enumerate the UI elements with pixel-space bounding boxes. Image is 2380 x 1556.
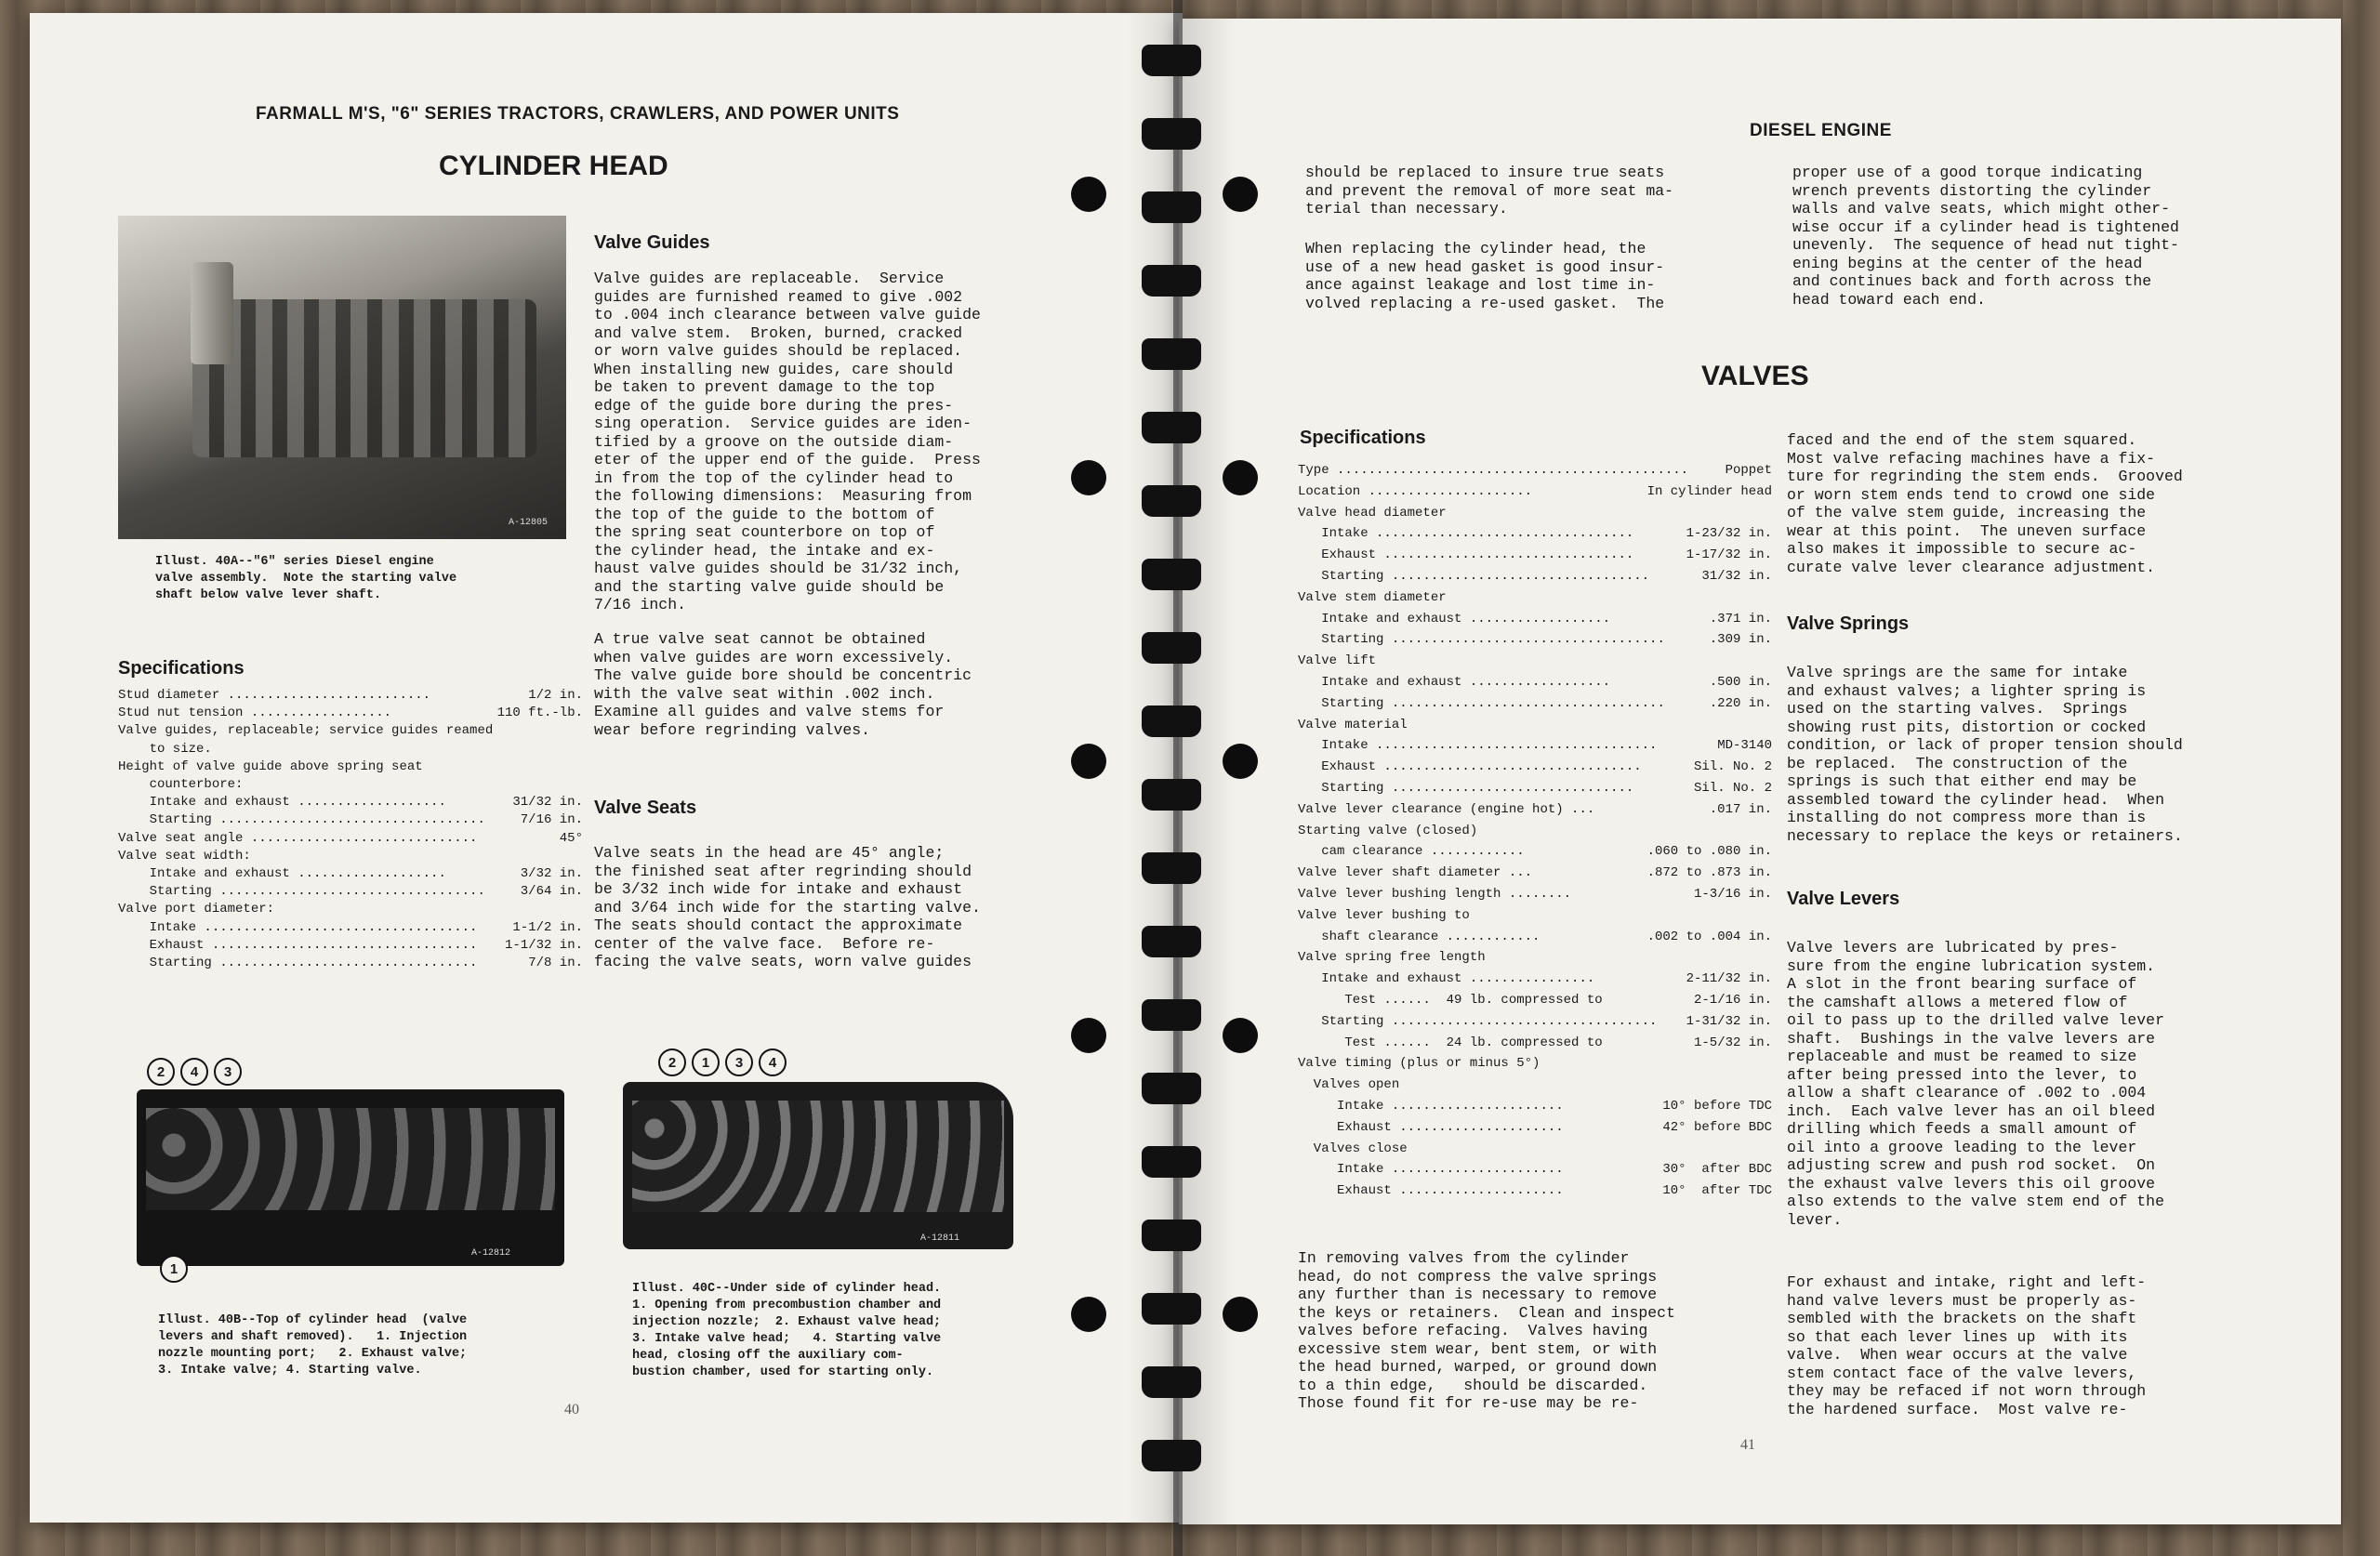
left-specs-table (118, 688, 583, 985)
right-page (1179, 19, 2341, 1524)
spec-label: Valve material (1298, 717, 1408, 732)
spec-row (1298, 887, 1571, 902)
spec-row (1298, 930, 1540, 944)
punch-hole (1071, 177, 1106, 212)
binding-coil (1142, 926, 1201, 957)
intake-pipe-shape (191, 262, 233, 364)
spec-row (1298, 971, 1594, 986)
spec-label: Valve lever bushing length ........ (1298, 887, 1572, 902)
spec-label: Starting .................................. (118, 884, 485, 900)
binding-coil (1142, 485, 1201, 517)
punch-hole (1223, 744, 1258, 779)
spec-label: Intake and exhaust ................... (118, 795, 446, 811)
spec-value: 3/32 in. (520, 866, 583, 881)
spec-value: 45° (559, 830, 583, 846)
spec-label: Exhaust ..................... (1298, 1119, 1564, 1135)
spec-label: Intake .................................... (1298, 738, 1658, 754)
spec-row (1298, 632, 1665, 647)
spec-row (1298, 696, 1665, 711)
illust-40b-code: A-12812 (471, 1248, 511, 1259)
spec-value: 10° before TDC (1662, 1099, 1772, 1114)
spec-label: Intake ................................... (118, 919, 478, 935)
callout-number: 1 (692, 1048, 720, 1076)
spec-row (1298, 865, 1532, 880)
spec-row (1298, 759, 1642, 774)
spec-label: Starting ................................... (1298, 632, 1665, 648)
cylinder-head-top-shape (146, 1108, 555, 1210)
spec-label: counterbore: (118, 777, 244, 792)
spec-label: Location ..................... (1298, 483, 1533, 499)
binding-coil (1142, 705, 1201, 737)
spec-label: Intake ...................... (1298, 1099, 1564, 1114)
spec-row (118, 795, 446, 810)
illust-40b-callouts (147, 1058, 242, 1086)
spec-label: Starting ............................... (1298, 781, 1634, 796)
illust-40c-caption: Illust. 40C--Under side of cylinder head. 1. Opening from precombustion chamber and injection nozzle; 2. Exhaust valve head; 3. Intake valve head; 4. Starting valve head, closing off the auxiliary com- bustion chamber, used for starting only. (632, 1282, 942, 1379)
spec-value: 110 ft.-lb. (496, 705, 583, 721)
spec-row (118, 705, 391, 720)
spec-label: Exhaust ................................ (1298, 547, 1634, 563)
spec-value: 1/2 in. (528, 688, 583, 703)
binding-coil (1142, 45, 1201, 76)
binding-coil (1142, 559, 1201, 590)
valve-springs-paragraph: Valve springs are the same for intake and exhaust valves; a lighter spring is used on the starting valves. Springs showing rust pits, distortion or cocked condition, or lack of proper tension should be replaced. The construction of the springs is such that either end may be assembled toward the cylinder head. When installing do not compress more than is necessary to replace the keys or retainers. (1787, 664, 2183, 845)
cylinder-head-underside-shape (632, 1101, 1004, 1212)
right-col1-top-paragraph-2: When replacing the cylinder head, the use of a new head gasket is good insur- ance against leakage and lost time in- volved replacing a re-used gasket. The (1305, 240, 1665, 312)
spec-value: Sil. No. 2 (1693, 759, 1772, 775)
valve-seats-paragraph: Valve seats in the head are 45° angle; the finished seat after regrinding should be 3/32 inch wide for intake and exhaust and 3/64 inch wide for the starting valve. The seats should contact the approximate center of the valve face. Before re- facing the valve seats, worn valve guides (594, 844, 981, 970)
spec-label: Valve seat angle ............................. (118, 830, 478, 846)
spec-label: Intake and exhaust .................. (1298, 611, 1611, 626)
spec-row (118, 742, 212, 757)
spec-row (118, 849, 251, 864)
spec-label: Starting valve (closed) (1298, 823, 1478, 838)
spec-row (1298, 950, 1486, 965)
spec-label: Valve spring free length (1298, 950, 1486, 966)
spec-row (1298, 506, 1447, 521)
spec-value: .371 in. (1709, 611, 1772, 626)
spec-label: Intake and exhaust ................ (1298, 971, 1595, 987)
spec-value: 2-11/32 in. (1686, 971, 1772, 987)
valve-guides-paragraph-1: Valve guides are replaceable. Service guides are furnished reamed to give .002 to .004 inch clearance between valve guide and valve stem. Broken, burned, cracked or worn valve guides should be replaced. When installing new guides, care should be taken to prevent damage to the top edge of the guide bore during the pres- sing operation. Service guides are iden- tified by a groove on the outside diam- eter of the upper end of the guide. Press in from the top of the cylinder head to the following dimensions: Measuring from the top of the guide to the bottom of the spring seat counterbore on top of the cylinder head, the intake and ex- haust valve guides should be 31/32 inch, and the starting valve guide should be 7/16 inch. (594, 270, 981, 613)
left-page-title: CYLINDER HEAD (439, 151, 668, 181)
binding-coil (1142, 632, 1201, 664)
binding-coil (1142, 779, 1201, 811)
illust-40a-photo (118, 216, 566, 539)
spec-value: .500 in. (1709, 675, 1772, 690)
spec-value: 10° after TDC (1662, 1183, 1772, 1199)
spec-row (1298, 463, 1688, 478)
illust-40a-caption: Illust. 40A--"6" series Diesel engine valve assembly. Note the starting valve shaft below valve lever shaft. (155, 555, 457, 602)
spec-label: Intake ................................. (1298, 526, 1634, 542)
spec-label: Valve stem diameter (1298, 589, 1447, 605)
left-running-head: FARMALL M'S, "6" SERIES TRACTORS, CRAWLERS, AND POWER UNITS (256, 104, 900, 124)
spec-row (1298, 802, 1594, 817)
valve-levers-paragraph-2: For exhaust and intake, right and left- hand valve levers must be properly as- sembled with the brackets on the shaft so that each lever lines up with its valve. When wear occurs at the valve stem contact face of the valve levers, they may be refaced if not worn through the hardened surface. Most valve re- (1787, 1273, 2147, 1418)
spec-value: Poppet (1725, 463, 1772, 478)
right-specs-heading: Specifications (1300, 428, 1426, 448)
left-page-number: 40 (564, 1402, 579, 1418)
right-col2-top-paragraph: proper use of a good torque indicating wrench prevents distorting the cylinder walls and valve seats, which might other- wise occur if a cylinder head is tightened unevenly. The sequence of head nut tight- ening begins at the center of the head and continues back and forth across the head toward each end. (1792, 164, 2179, 309)
spec-row (1298, 590, 1447, 605)
valve-springs-heading: Valve Springs (1787, 613, 1910, 634)
spec-row (118, 938, 477, 953)
spec-label: Valve head diameter (1298, 505, 1447, 521)
illust-40c-photo (623, 1082, 1013, 1249)
spec-label: Exhaust .................................. (118, 937, 478, 953)
spec-row (118, 866, 446, 881)
binding-coil (1142, 1146, 1201, 1178)
spec-row (1298, 484, 1532, 499)
valve-guides-paragraph-2: A true valve seat cannot be obtained when valve guides are worn excessively. The valve guide bore should be concentric with the valve seat within .002 inch. Examine all guides and valve stems for wear before regrinding valves. (594, 630, 972, 739)
spec-row (1298, 993, 1603, 1008)
spec-value: 1-17/32 in. (1686, 547, 1772, 563)
right-col1-top-paragraph: should be replaced to insure true seats and prevent the removal of more seat ma- terial than necessary. (1305, 164, 1674, 218)
binding-coil (1142, 118, 1201, 150)
spec-row (118, 777, 243, 792)
spec-label: Valve lift (1298, 653, 1377, 669)
punch-hole (1223, 1018, 1258, 1053)
callout-number: 2 (658, 1048, 686, 1076)
valve-assembly-shape (192, 299, 536, 457)
spec-value: 30° after BDC (1662, 1162, 1772, 1178)
illust-40c-code: A-12811 (920, 1233, 960, 1244)
spec-row (118, 902, 274, 916)
valve-levers-heading: Valve Levers (1787, 889, 1900, 909)
binding-coil (1142, 265, 1201, 297)
spec-value: 1-31/32 in. (1686, 1013, 1772, 1029)
spec-row (1298, 908, 1470, 923)
valve-seats-heading: Valve Seats (594, 798, 697, 818)
punch-hole (1223, 177, 1258, 212)
punch-hole (1223, 460, 1258, 495)
illust-40b-photo (137, 1089, 564, 1266)
spec-row (1298, 526, 1633, 541)
binding-coil (1142, 412, 1201, 443)
illust-40b-caption: Illust. 40B--Top of cylinder head (valve levers and shaft removed). 1. Injection nozzle mounting port; 2. Exhaust valve; 3. Intake valve; 4. Starting valve. (158, 1313, 468, 1378)
spec-label: Valve guides, replaceable; service guides reamed (118, 723, 494, 739)
punch-hole (1071, 460, 1106, 495)
spec-label: Test ...... 24 lb. compressed to (1298, 1035, 1603, 1050)
punch-hole (1223, 1297, 1258, 1332)
spec-label: Valves open (1298, 1077, 1400, 1093)
valves-title: VALVES (1701, 361, 1809, 391)
callout-number: 3 (214, 1058, 242, 1086)
spec-row (118, 956, 477, 970)
spec-label: cam clearance ............ (1298, 844, 1525, 860)
spec-label: Exhaust ..................... (1298, 1183, 1564, 1199)
spec-value: Sil. No. 2 (1693, 781, 1772, 796)
spec-row (118, 884, 485, 899)
spec-row (118, 920, 477, 935)
callout-number: 2 (147, 1058, 175, 1086)
spec-value: .017 in. (1709, 801, 1772, 817)
spec-row (1298, 824, 1477, 838)
spec-label: Starting ................................. (118, 956, 478, 970)
spec-row (1298, 781, 1633, 796)
binding-coil (1142, 999, 1201, 1031)
spec-label: Starting ................................... (1298, 695, 1665, 711)
spec-value: 7/8 in. (528, 956, 583, 970)
binding-coil (1142, 338, 1201, 370)
spec-label: Valve seat width: (118, 848, 251, 864)
spec-label: Intake and exhaust ................... (118, 866, 446, 881)
spec-label: Starting ................................. (1298, 569, 1650, 584)
spec-row (1298, 675, 1610, 690)
spec-row (1298, 1035, 1603, 1050)
valve-levers-paragraph-1: Valve levers are lubricated by pres- sure from the engine lubrication system. A slot in the front bearing surface of the camshaft allows a metered flow of oil to pass up to the drilled valve lever shaft. Bushings in the valve levers are replaceable and must be reamed to size after being pressed into the lever, to allow a shaft clearance of .002 to .004 inch. Each valve lever has an oil bleed drilling which feeds a small amount of oil into a groove leading to the lever adjusting screw and push rod socket. On the exhaust valve levers this oil groove also extends to the valve stem end of the lever. (1787, 939, 2164, 1229)
spec-value: .060 to .080 in. (1646, 844, 1772, 860)
spec-row (1298, 1120, 1564, 1135)
binding-coil (1142, 852, 1201, 884)
spec-row (1298, 844, 1525, 859)
spec-row (1298, 653, 1376, 668)
spec-label: Valve lever clearance (engine hot) ... (1298, 801, 1595, 817)
left-page (30, 13, 1183, 1523)
removing-valves-paragraph: In removing valves from the cylinder head, do not compress the valve springs any further than is necessary to remove the keys or retainers. Clean and inspect valves before refacing. Valves having excessive stem wear, bent stem, or with the head burned, warped, or ground down to a thin edge, should be discarded. Those found fit for re-use may be re- (1298, 1249, 1675, 1412)
spec-row (118, 812, 485, 827)
spec-label: shaft clearance ............ (1298, 929, 1540, 944)
binding-coil (1142, 1440, 1201, 1471)
spec-row (1298, 1162, 1564, 1177)
spec-row (118, 723, 493, 738)
spec-value: 31/32 in. (512, 795, 583, 811)
callout-number: 4 (759, 1048, 787, 1076)
spec-row (1298, 1014, 1657, 1029)
spec-label: Type ............................................. (1298, 463, 1689, 478)
spec-value: 2-1/16 in. (1693, 993, 1772, 1008)
binding-coil (1142, 191, 1201, 223)
spec-row (1298, 547, 1633, 562)
spec-value: 3/64 in. (520, 884, 583, 900)
valve-refacing-paragraph: faced and the end of the stem squared. Most valve refacing machines have a fix- ture for regrinding the stem ends. Grooved or worn stem ends tend to crowd one side of the valve stem guide, increasing the wear at this point. The uneven surface also makes it impossible to secure ac- curate valve lever clearance adjustment. (1787, 431, 2183, 576)
illust-40a-code: A-12805 (509, 518, 549, 528)
spec-row (118, 759, 423, 774)
spec-row (1298, 1077, 1399, 1092)
spec-row (1298, 738, 1657, 753)
spec-value: 7/16 in. (520, 812, 583, 828)
spec-label: Valve lever shaft diameter ... (1298, 865, 1533, 881)
spec-row (1298, 1099, 1564, 1114)
spec-label: Starting .................................. (1298, 1013, 1658, 1029)
spec-value: 1-5/32 in. (1693, 1035, 1772, 1050)
spec-row (1298, 1056, 1540, 1071)
punch-hole (1071, 744, 1106, 779)
spec-value: .220 in. (1709, 695, 1772, 711)
spec-row (118, 831, 477, 846)
spec-value: 1-23/32 in. (1686, 526, 1772, 542)
callout-number: 3 (725, 1048, 753, 1076)
spec-row (1298, 569, 1649, 584)
spec-label: Exhaust ................................. (1298, 759, 1642, 775)
spec-row (118, 688, 430, 703)
valve-guides-heading: Valve Guides (594, 232, 710, 253)
binding-coil (1142, 1220, 1201, 1251)
spec-label: Valve port diameter: (118, 902, 275, 917)
spec-value: In cylinder head (1646, 483, 1772, 499)
spec-label: Starting .................................. (118, 812, 485, 828)
spec-label: Height of valve guide above spring seat (118, 758, 423, 774)
spec-label: Stud nut tension .................. (118, 705, 392, 721)
callout-number: 1 (160, 1255, 188, 1283)
spec-label: to size. (118, 741, 212, 757)
spec-value: MD-3140 (1717, 738, 1772, 754)
spec-label: Valves close (1298, 1141, 1408, 1156)
spec-label: Valve lever bushing to (1298, 907, 1470, 923)
punch-hole (1071, 1297, 1106, 1332)
spec-value: 1-3/16 in. (1693, 887, 1772, 902)
spec-value: 1-1/32 in. (504, 937, 583, 953)
spec-row (1298, 1141, 1408, 1156)
spec-row (1298, 1183, 1564, 1198)
spec-label: Stud diameter .......................... (118, 688, 431, 703)
spec-value: 31/32 in. (1701, 569, 1772, 584)
spec-label: Valve timing (plus or minus 5°) (1298, 1056, 1540, 1072)
spec-row (1298, 612, 1610, 626)
right-page-number: 41 (1740, 1437, 1755, 1453)
spec-label: Intake ...................... (1298, 1162, 1564, 1178)
punch-hole (1071, 1018, 1106, 1053)
spec-row (1298, 718, 1408, 732)
spec-value: .002 to .004 in. (1646, 929, 1772, 944)
spec-value: .309 in. (1709, 632, 1772, 648)
right-running-head: DIESEL ENGINE (1750, 121, 1892, 140)
spec-value: .872 to .873 in. (1646, 865, 1772, 881)
spec-value: 42° before BDC (1662, 1119, 1772, 1135)
left-specs-heading: Specifications (118, 658, 245, 679)
spec-label: Intake and exhaust .................. (1298, 675, 1611, 690)
right-specs-table (1298, 463, 1772, 1234)
callout-number: 4 (180, 1058, 208, 1086)
binding-coil (1142, 1293, 1201, 1325)
spec-value: 1-1/2 in. (512, 919, 583, 935)
illust-40c-callouts (658, 1048, 787, 1076)
binding-coil (1142, 1366, 1201, 1398)
binding-coil (1142, 1073, 1201, 1104)
spec-label: Test ...... 49 lb. compressed to (1298, 993, 1603, 1008)
